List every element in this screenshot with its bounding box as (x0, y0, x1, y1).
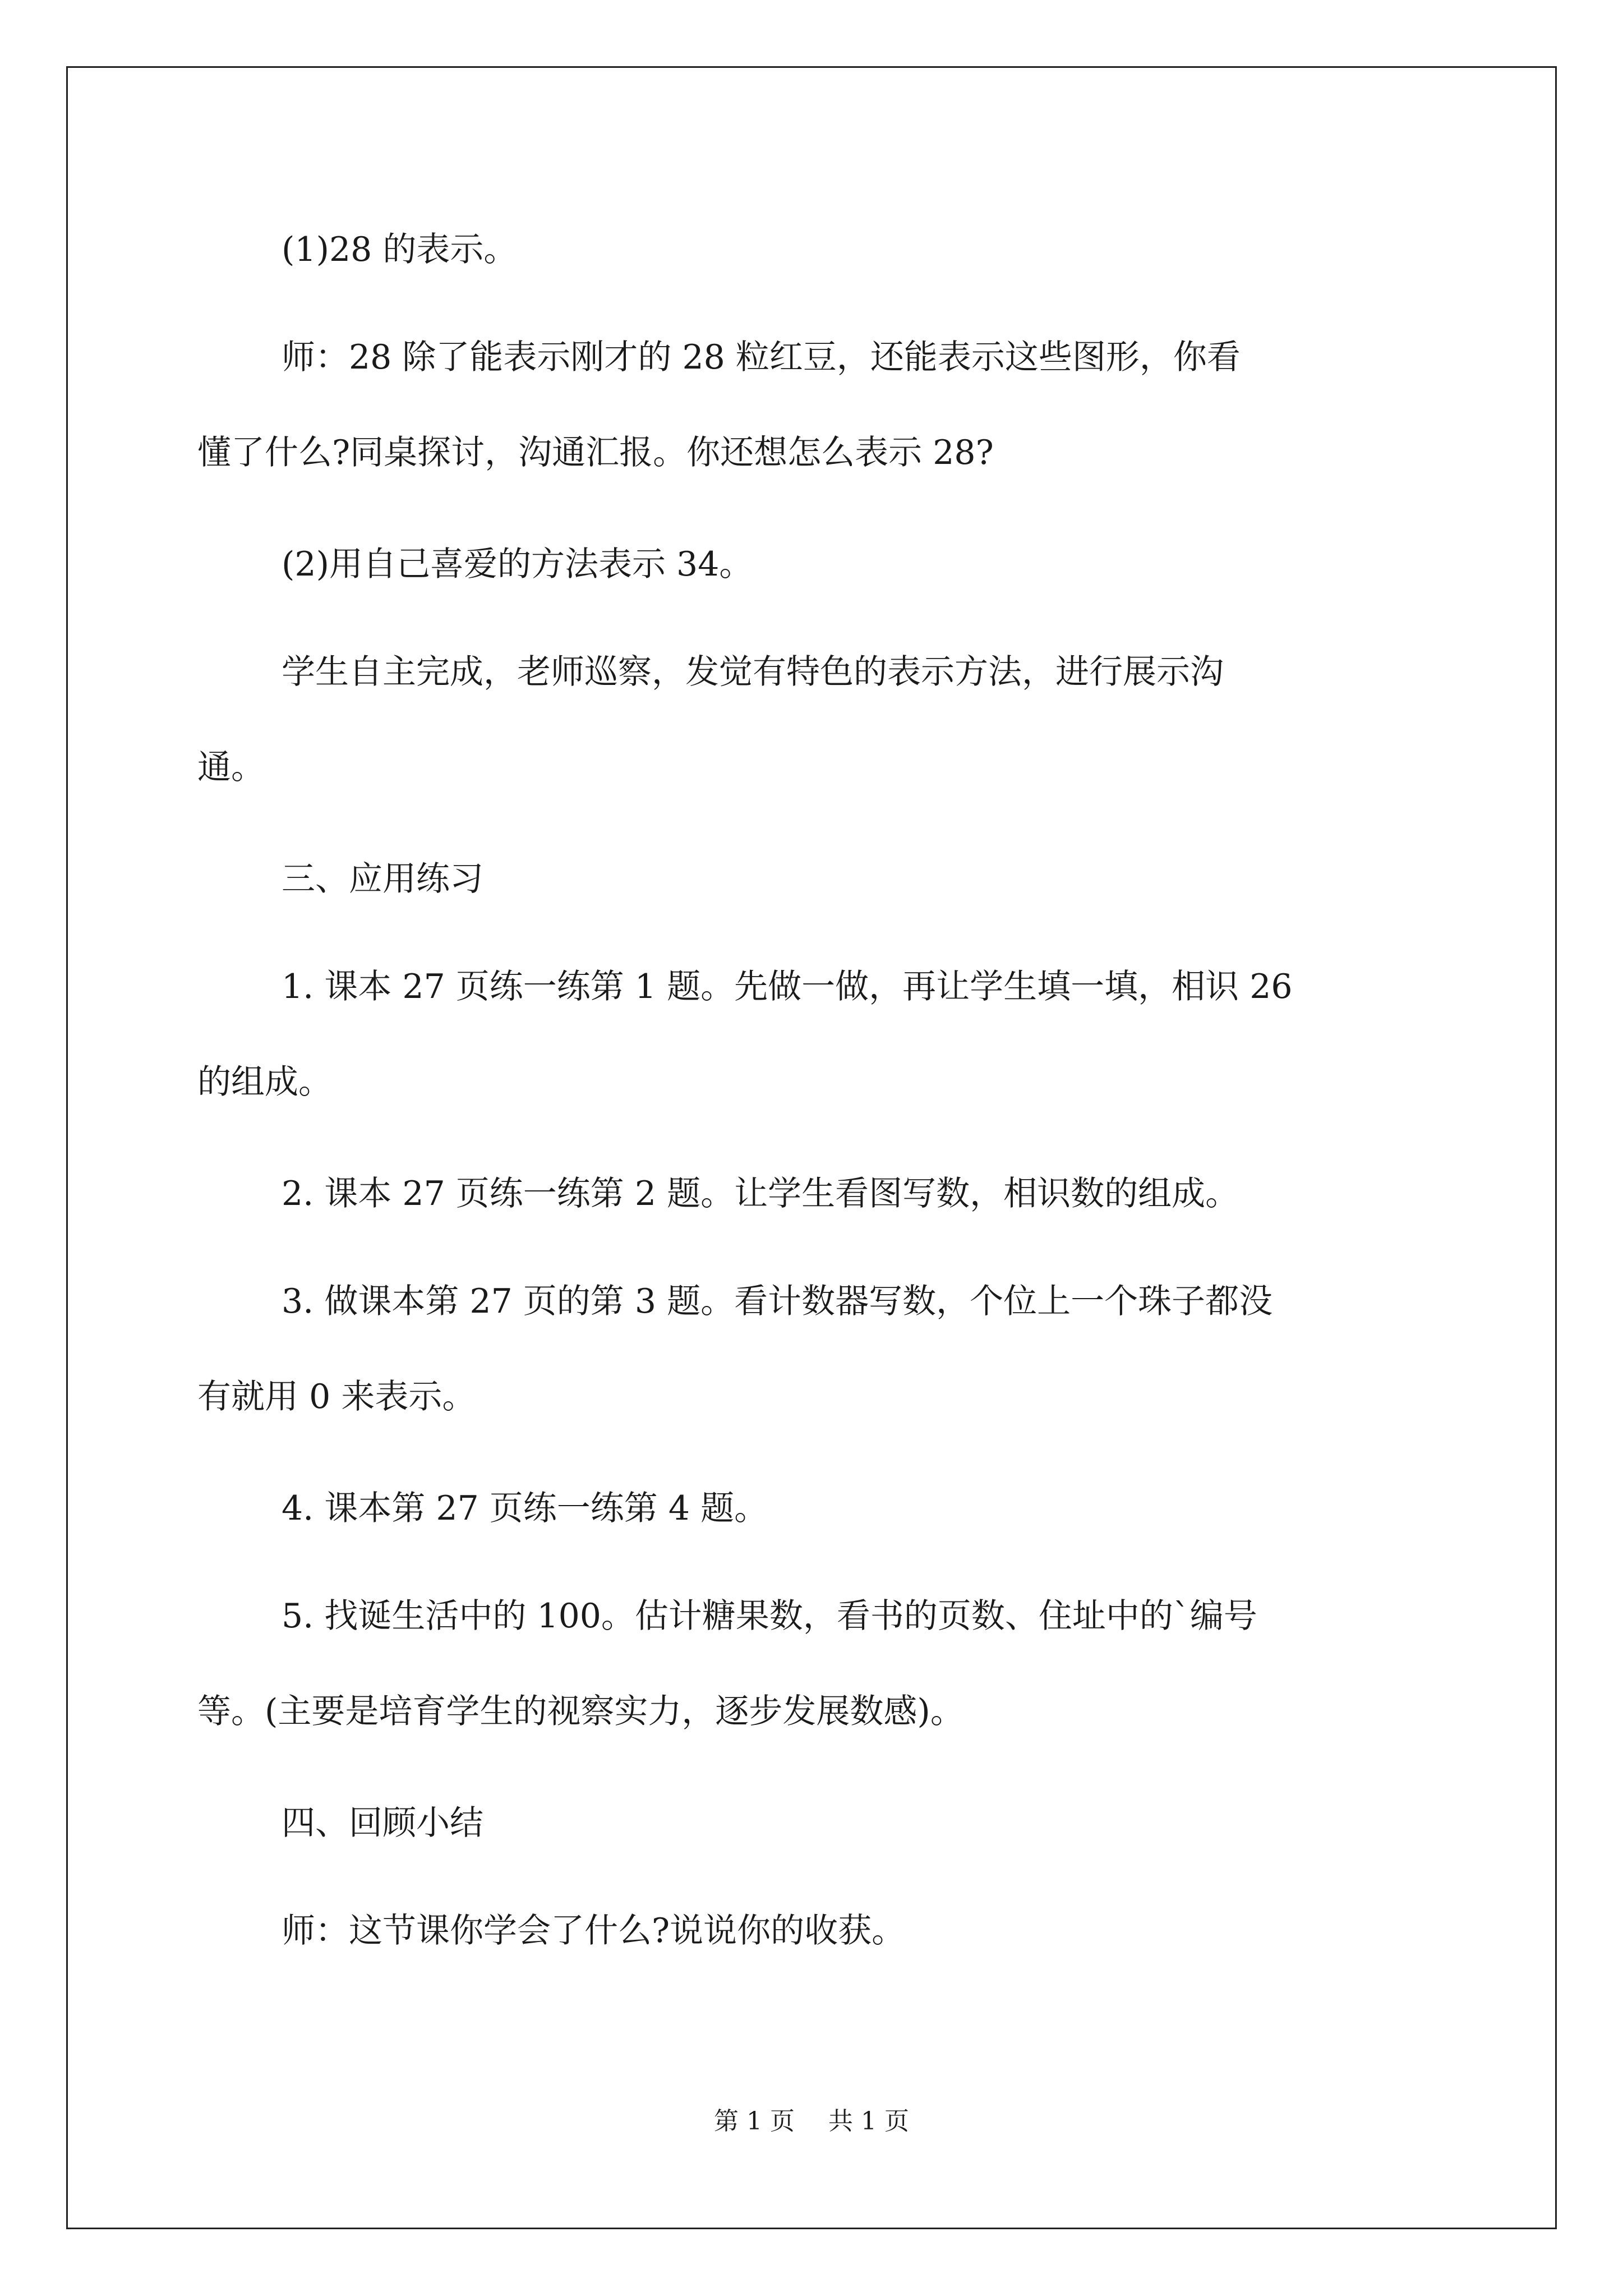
section-heading (197, 1775, 1431, 1871)
paragraph-line: 三、应用练习 (282, 859, 483, 899)
paragraph (197, 202, 1431, 297)
section-heading (197, 831, 1431, 927)
paragraph-line: 四、回顾小结 (282, 1803, 483, 1843)
paragraph-line: 5. 找诞生活中的 100。估计糖果数，看书的页数、住址中的`编号 (282, 1596, 1257, 1636)
paragraph (197, 1461, 1431, 1556)
paragraph (197, 939, 1431, 1130)
paragraph (197, 1254, 1431, 1444)
paragraph-line: 等。(主要是培育学生的视察实力，逐步发展数感)。 (197, 1692, 964, 1731)
paragraph-line: (2)用自己喜爱的方法表示 34。 (282, 545, 753, 584)
page-total: 共 1 页 (828, 2107, 909, 2136)
paragraph-line: 有就用 0 来表示。 (197, 1377, 476, 1416)
paragraph-line: 学生自主完成，老师巡察，发觉有特色的表示方法，进行展示沟 (282, 652, 1224, 692)
paragraph (197, 1883, 1431, 1978)
paragraph-line: 师：这节课你学会了什么?说说你的收获。 (282, 1911, 906, 1950)
paragraph (197, 310, 1431, 500)
page-number: 第 1 页 (714, 2107, 795, 2136)
paragraph-line: 懂了什么?同桌探讨，沟通汇报。你还想怎么表示 28? (197, 433, 994, 472)
paragraph-line: (1)28 的表示。 (282, 230, 518, 269)
paragraph-line: 4. 课本第 27 页练一练第 4 题。 (282, 1489, 768, 1528)
paragraph-line: 的组成。 (197, 1062, 332, 1102)
paragraph-line: 师：28 除了能表示刚才的 28 粒红豆，还能表示这些图形，你看 (282, 338, 1241, 377)
paragraph-line: 1. 课本 27 页练一练第 1 题。先做一做，再让学生填一填，相识 26 (282, 967, 1293, 1006)
page-footer (0, 2105, 1623, 2138)
paragraph (197, 624, 1431, 815)
paragraph (197, 1568, 1431, 1759)
paragraph (197, 517, 1431, 612)
paragraph-line: 2. 课本 27 页练一练第 2 题。让学生看图写数，相识数的组成。 (282, 1174, 1239, 1213)
paragraph (197, 1146, 1431, 1241)
paragraph-line: 3. 做课本第 27 页的第 3 题。看计数器写数，个位上一个珠子都没 (282, 1282, 1273, 1321)
paragraph-line: 通。 (197, 748, 265, 787)
